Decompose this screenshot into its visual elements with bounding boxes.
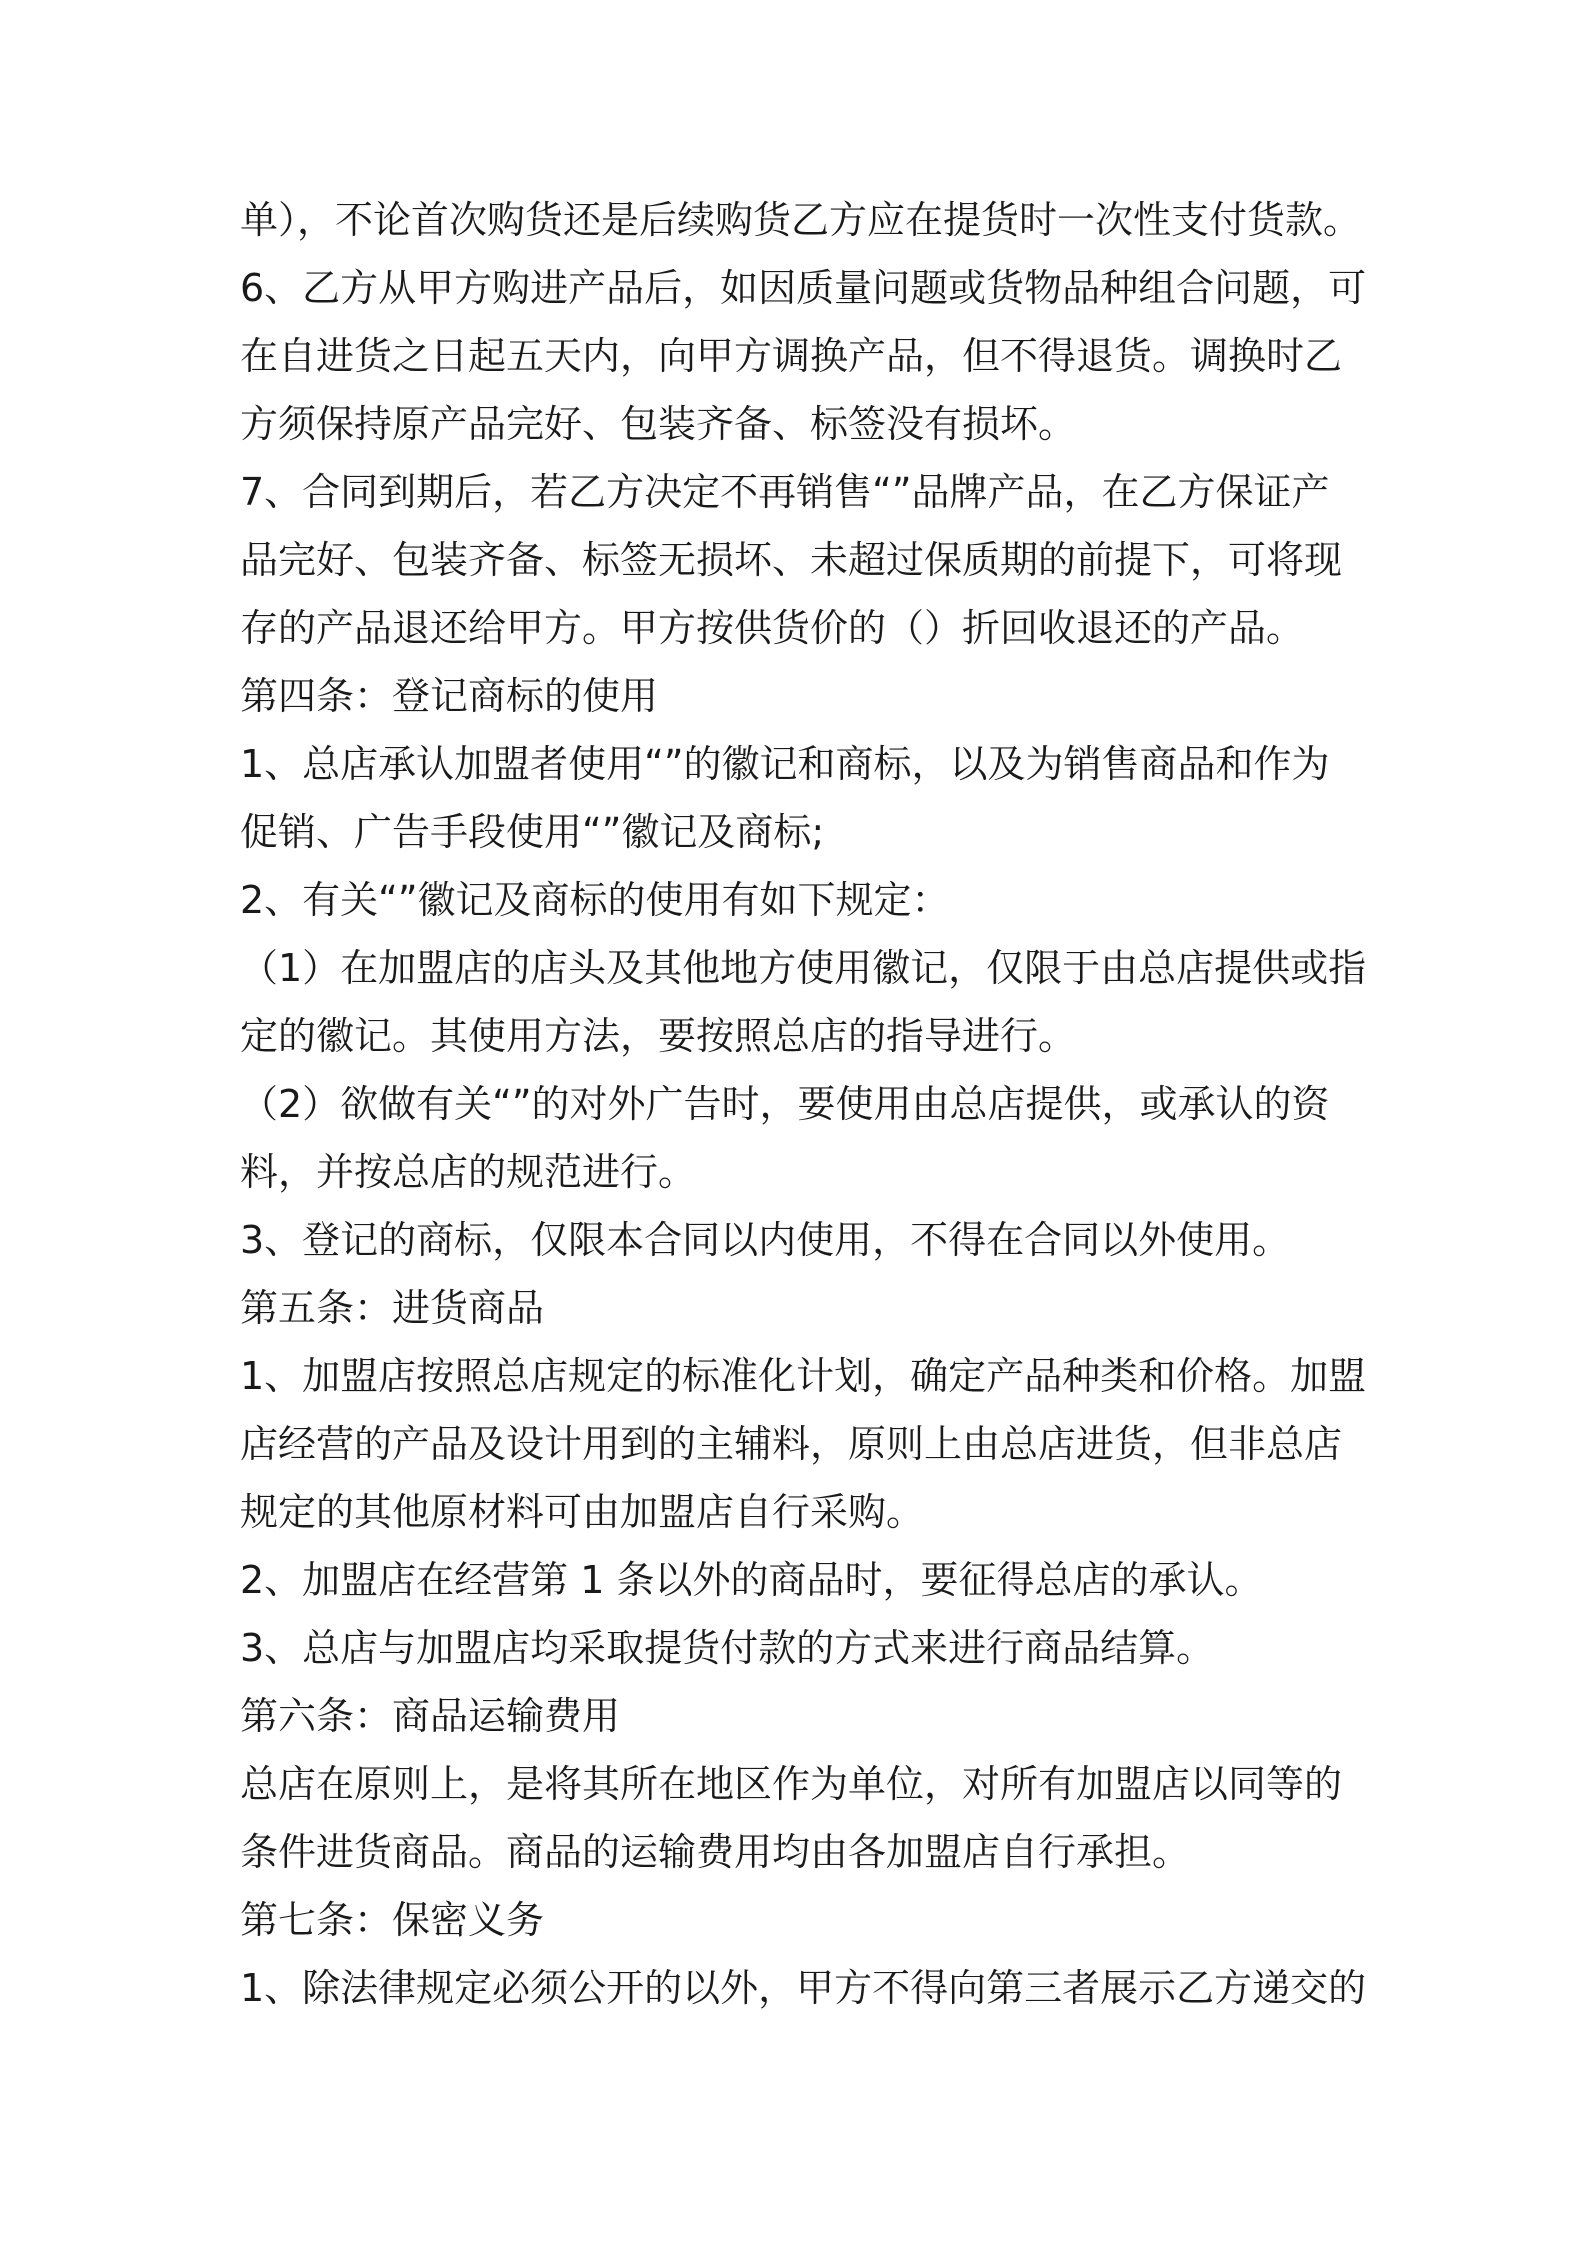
text-line: 7、合同到期后，若乙方决定不再销售“”品牌产品，在乙方保证产	[240, 470, 1330, 514]
text-line: 1、加盟店按照总店规定的标准化计划，确定产品种类和价格。加盟	[240, 1354, 1367, 1398]
text-line: 定的徽记。其使用方法，要按照总店的指导进行。	[240, 1014, 1077, 1058]
text-line: 在自进货之日起五天内，向甲方调换产品，但不得退货。调换时乙	[240, 334, 1343, 378]
text-line: 方须保持原产品完好、包装齐备、标签没有损坏。	[240, 402, 1077, 446]
text-line: 总店在原则上，是将其所在地区作为单位，对所有加盟店以同等的	[240, 1762, 1343, 1806]
section-heading: 第四条：登记商标的使用	[240, 674, 659, 718]
text-line: 1、除法律规定必须公开的以外，甲方不得向第三者展示乙方递交的	[240, 1966, 1367, 2010]
text-line: 条件进货商品。商品的运输费用均由各加盟店自行承担。	[240, 1830, 1191, 1874]
text-line: 促销、广告手段使用“”徽记及商标;	[240, 810, 825, 854]
text-line: 1、总店承认加盟者使用“”的徽记和商标，以及为销售商品和作为	[240, 742, 1330, 786]
text-line: 3、总店与加盟店均采取提货付款的方式来进行商品结算。	[240, 1626, 1215, 1670]
text-line: 2、有关“”徽记及商标的使用有如下规定：	[240, 878, 950, 922]
section-heading: 第五条：进货商品	[240, 1286, 545, 1330]
text-line: 料，并按总店的规范进行。	[240, 1150, 697, 1194]
document-body	[240, 186, 1370, 2022]
text-line: 6、乙方从甲方购进产品后，如因质量问题或货物品种组合问题，可	[240, 266, 1367, 310]
section-heading: 第七条：保密义务	[240, 1898, 545, 1942]
text-line: （2）欲做有关“”的对外广告时，要使用由总店提供，或承认的资	[240, 1082, 1330, 1126]
text-line: 单），不论首次购货还是后续购货乙方应在提货时一次性支付货款。	[240, 198, 1362, 242]
text-line: 存的产品退还给甲方。甲方按供货价的（）折回收退还的产品。	[240, 606, 1305, 650]
section-heading: 第六条：商品运输费用	[240, 1694, 621, 1738]
text-line: 品完好、包装齐备、标签无损坏、未超过保质期的前提下，可将现	[240, 538, 1343, 582]
text-line: （1）在加盟店的店头及其他地方使用徽记，仅限于由总店提供或指	[240, 946, 1367, 990]
text-line: 2、加盟店在经营第 1 条以外的商品时，要征得总店的承认。	[240, 1558, 1263, 1602]
text-line: 3、登记的商标，仅限本合同以内使用，不得在合同以外使用。	[240, 1218, 1291, 1262]
text-line: 规定的其他原材料可由加盟店自行采购。	[240, 1490, 925, 1534]
text-line: 店经营的产品及设计用到的主辅料，原则上由总店进货，但非总店	[240, 1422, 1343, 1466]
